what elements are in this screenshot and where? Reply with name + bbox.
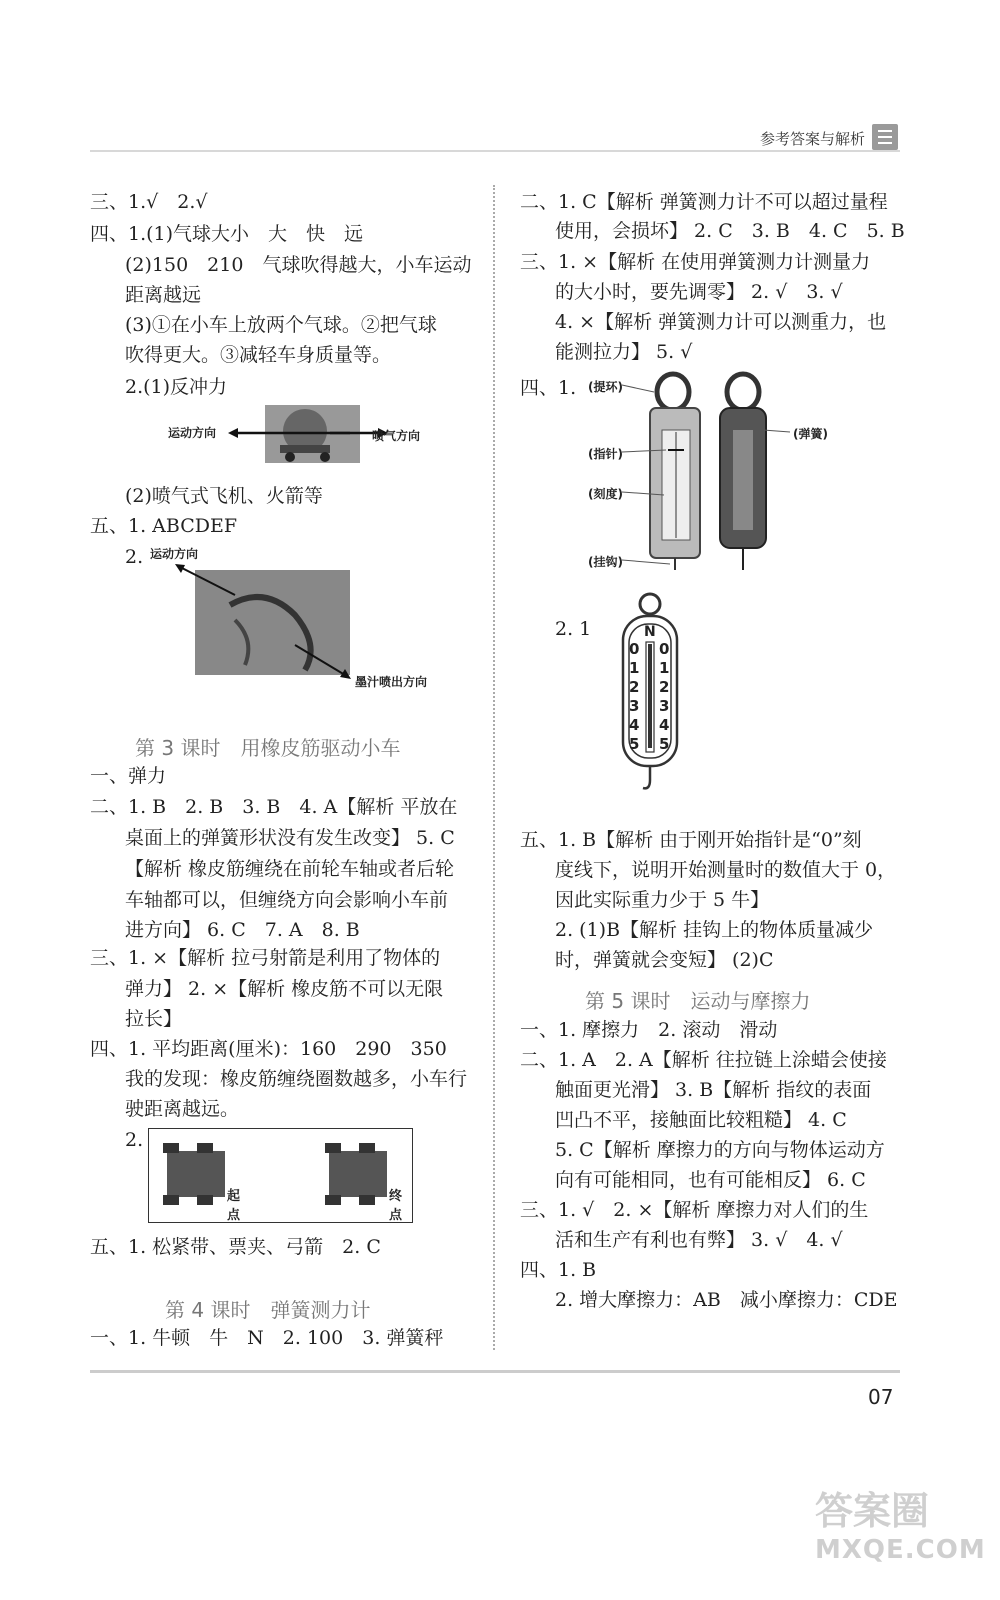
dial-number: 4 <box>629 716 640 734</box>
answer-line: 触面更光滑】 3. B【解析 指纹的表面 <box>555 1079 872 1101</box>
label-spring: (弹簧) <box>793 427 828 441</box>
fig-label-bottom: 墨汁喷出方向 <box>355 675 428 689</box>
column-divider <box>493 185 495 1350</box>
answer-line: (3)①在小车上放两个气球。②把气球 <box>125 314 437 336</box>
footer-rule <box>90 1370 900 1373</box>
dial-number: 5 <box>629 735 640 753</box>
dial-numbers-right <box>659 640 669 754</box>
label-ring: (提环) <box>588 380 623 394</box>
cars-figure <box>148 1128 413 1223</box>
answer-line: 桌面上的弹簧形状没有发生改变】 5. C <box>125 827 455 849</box>
dial-number: 5 <box>659 735 670 753</box>
answer-line: 四、1. B <box>520 1259 597 1281</box>
dial-number: 2 <box>659 678 670 696</box>
answer-line: 四、1. 平均距离(厘米)：160 290 350 <box>90 1038 447 1060</box>
dial-number: 1 <box>629 659 640 677</box>
answer-line: 二、1. A 2. A【解析 往拉链上涂蜡会使接 <box>520 1049 887 1071</box>
answer-line: 2. <box>125 1129 144 1151</box>
answer-line: 吹得更大。③减轻车身质量等。 <box>125 344 392 366</box>
answer-line: 三、1.√ 2.√ <box>90 191 208 213</box>
lesson-5-heading: 第 5 课时 运动与摩擦力 <box>585 989 811 1013</box>
book-tab-icon <box>872 124 898 150</box>
squid-figure <box>145 545 465 695</box>
page-number: 07 <box>868 1385 894 1409</box>
answer-line: 五、1. ABCDEF <box>90 515 238 537</box>
answer-line: 2. (1)B【解析 挂钩上的物体质量减少 <box>555 919 874 941</box>
answer-line: 时，弹簧就会变短】 (2)C <box>555 949 774 971</box>
dial-number: 4 <box>659 716 670 734</box>
answer-line: 一、弹力 <box>90 765 167 787</box>
answer-line: 【解析 橡皮筋缠绕在前轮车轴或者后轮 <box>125 858 455 880</box>
answer-line: 四、1. <box>520 377 577 399</box>
answer-line: 凹凸不平，接触面比较粗糙】 4. C <box>555 1109 847 1131</box>
label-scale: (刻度) <box>588 487 623 501</box>
answer-line: 拉长】 <box>125 1008 183 1030</box>
answer-line: 活和生产有利也有弊】 3. √ 4. √ <box>555 1229 843 1251</box>
answer-line: 2. 增大摩擦力：AB 减小摩擦力：CDE <box>555 1289 898 1311</box>
label-pointer: (指针) <box>588 447 623 461</box>
answer-line: 2. <box>125 546 144 568</box>
answer-line: 距离越远 <box>125 284 202 306</box>
answer-line: 五、1. 松紧带、票夹、弓箭 2. C <box>90 1236 381 1258</box>
dial-numbers-left <box>629 640 639 754</box>
answer-line: 因此实际重力少于 5 牛】 <box>555 889 770 911</box>
lesson-3-heading: 第 3 课时 用橡皮筋驱动小车 <box>135 736 401 760</box>
answer-line: 的大小时，要先调零】 2. √ 3. √ <box>555 281 843 303</box>
answer-line: 五、1. B【解析 由于刚开始指针是“0”刻 <box>520 829 862 851</box>
start-label: 起点 <box>227 1189 241 1223</box>
answer-line: 一、1. 摩擦力 2. 滚动 滑动 <box>520 1019 778 1041</box>
answer-line: 度线下，说明开始测量时的数值大于 0， <box>555 859 897 881</box>
watermark-url: MXQE.COM <box>815 1535 986 1565</box>
dial-number: 0 <box>629 640 640 658</box>
answer-line: 使用，会损坏】 2. C 3. B 4. C 5. B <box>555 220 905 242</box>
balloon-car-figure <box>160 405 450 465</box>
answer-line: 车轴都可以，但缠绕方向会影响小车前 <box>125 889 449 911</box>
answer-line: 四、1.(1)气球大小 大 快 远 <box>90 223 364 245</box>
fig-label-right: 喷气方向 <box>372 429 421 443</box>
answer-line: 三、1. ×【解析 在使用弹簧测力计测量力 <box>520 251 871 273</box>
end-label: 终点 <box>389 1189 403 1223</box>
answer-line: 能测拉力】 5. √ <box>555 341 693 363</box>
answer-line: 二、1. C【解析 弹簧测力计不可以超过量程 <box>520 191 888 213</box>
label-hook: (挂钩) <box>588 555 623 569</box>
dial-number: 2 <box>629 678 640 696</box>
answer-line: 一、1. 牛顿 牛 N 2. 100 3. 弹簧秤 <box>90 1327 444 1349</box>
fig-label-top: 运动方向 <box>150 547 199 561</box>
answer-line: 驶距离越远。 <box>125 1098 240 1120</box>
answer-line: 进方向】 6. C 7. A 8. B <box>125 919 360 941</box>
answer-line: 2.(1)反冲力 <box>125 376 228 398</box>
fig-label-left: 运动方向 <box>168 426 217 440</box>
answer-line: (2)150 210 气球吹得越大，小车运动 <box>125 254 472 276</box>
dial-top-label: N <box>644 624 656 640</box>
dial-number: 3 <box>659 697 670 715</box>
spring-scale-figure <box>578 370 868 575</box>
answer-line: 4. ×【解析 弹簧测力计可以测重力，也 <box>555 311 887 333</box>
answer-line: 向有可能相同，也有可能相反】 6. C <box>555 1169 866 1191</box>
watermark-logo: 答案圈 <box>815 1489 930 1533</box>
dial-number: 3 <box>629 697 640 715</box>
answer-line: 2. 1 <box>555 618 592 640</box>
dial-number: 1 <box>659 659 670 677</box>
dial-scale-figure <box>615 592 685 797</box>
answer-line: 二、1. B 2. B 3. B 4. A【解析 平放在 <box>90 796 458 818</box>
answer-line: 三、1. ×【解析 拉弓射箭是利用了物体的 <box>90 947 441 969</box>
lesson-4-heading: 第 4 课时 弹簧测力计 <box>165 1298 371 1322</box>
answer-line: 弹力】 2. ×【解析 橡皮筋不可以无限 <box>125 978 444 1000</box>
answer-line: (2)喷气式飞机、火箭等 <box>125 485 323 507</box>
dial-number: 0 <box>659 640 670 658</box>
header-title: 参考答案与解析 <box>759 130 865 148</box>
answer-line: 三、1. √ 2. ×【解析 摩擦力对人们的生 <box>520 1199 869 1221</box>
answer-line: 我的发现：橡皮筋缠绕圈数越多，小车行 <box>125 1068 468 1090</box>
header-top-rule <box>90 150 900 152</box>
answer-line: 5. C【解析 摩擦力的方向与物体运动方 <box>555 1139 885 1161</box>
